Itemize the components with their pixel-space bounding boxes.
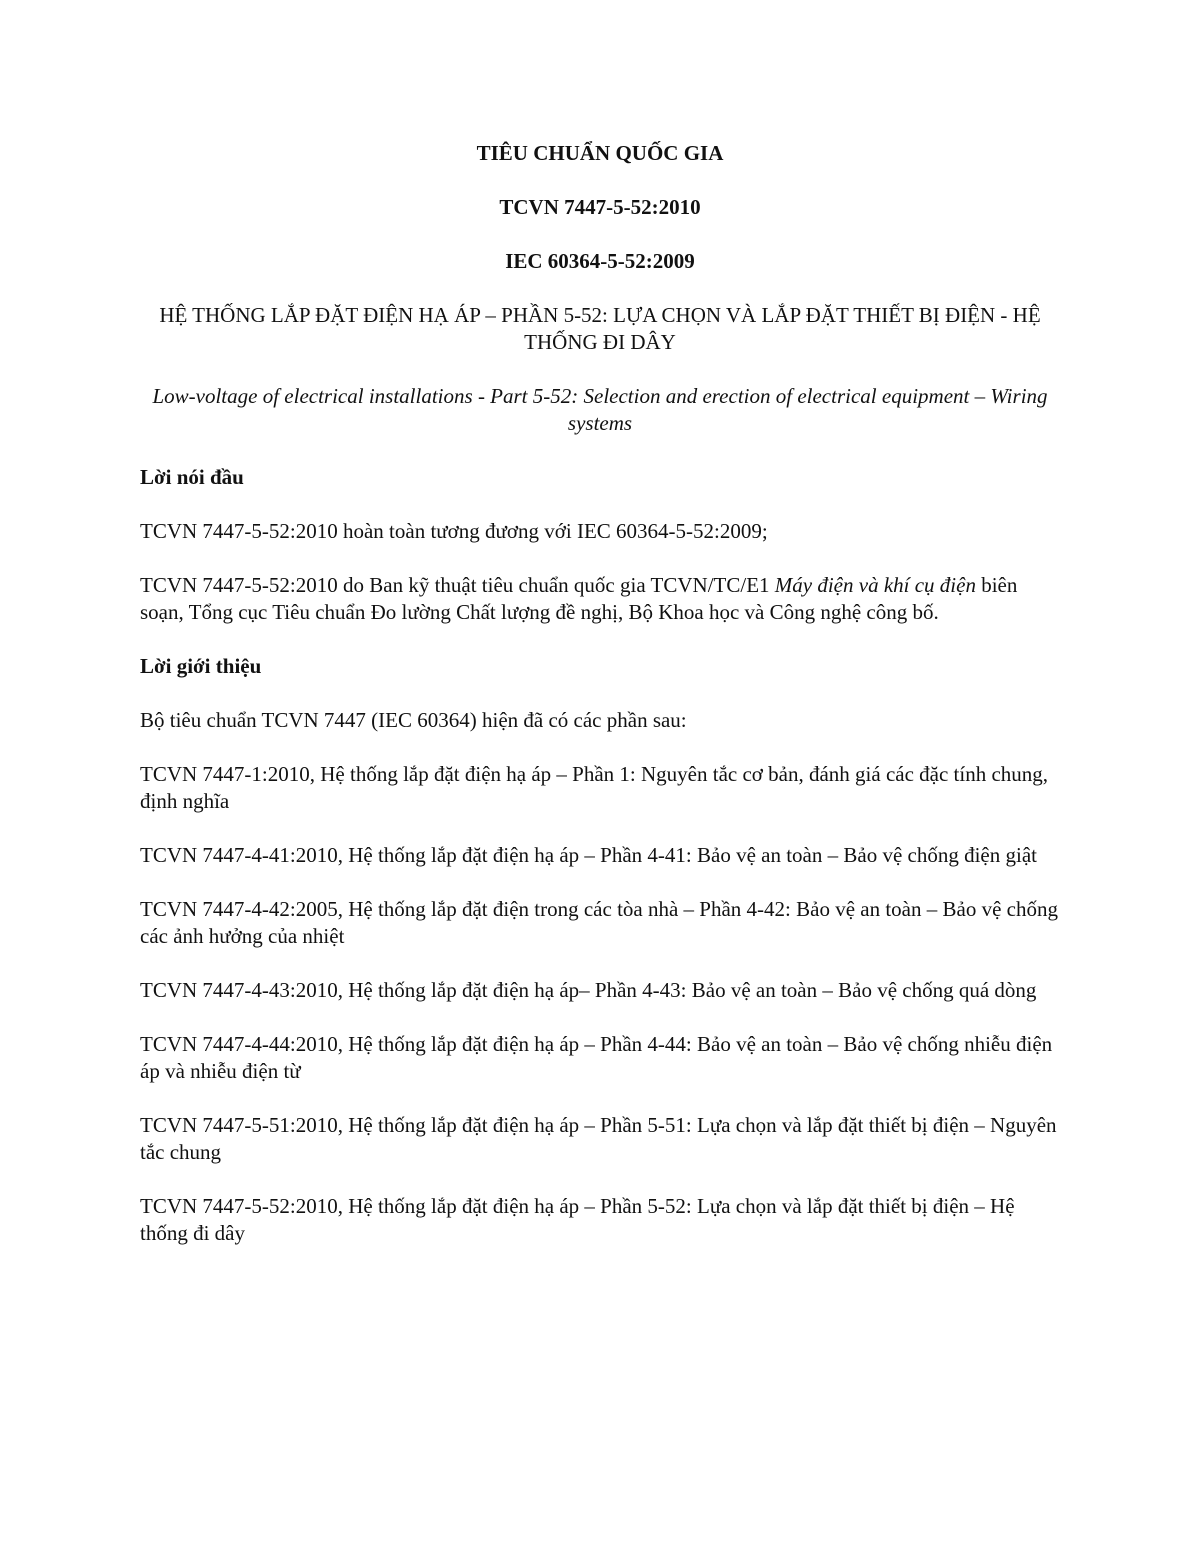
standard-part-item: TCVN 7447-5-52:2010, Hệ thống lắp đặt điện hạ áp – Phần 5-52: Lựa chọn và lắp đặt thiết bị điện – Hệ thống đi dây bbox=[140, 1194, 1015, 1245]
title-english: Low-voltage of electrical installations - Part 5-52: Selection and erection of electrical equipment – Wiring systems bbox=[152, 384, 1048, 435]
national-standard-label: TIÊU CHUẨN QUỐC GIA bbox=[476, 141, 724, 165]
title-vietnamese: HỆ THỐNG LẮP ĐẶT ĐIỆN HẠ ÁP – PHẦN 5-52: LỰA CHỌN VÀ LẮP ĐẶT THIẾT BỊ ĐIỆN - HỆ THỐNG ĐI DÂY bbox=[159, 303, 1041, 354]
introduction-paragraph: Bộ tiêu chuẩn TCVN 7447 (IEC 60364) hiện đã có các phần sau: bbox=[140, 708, 687, 732]
standard-part-item: TCVN 7447-4-42:2005, Hệ thống lắp đặt điện trong các tòa nhà – Phần 4-42: Bảo vệ an toàn – Bảo vệ chống các ảnh hưởng của nhiệt bbox=[140, 897, 1058, 948]
standard-part-item: TCVN 7447-5-51:2010, Hệ thống lắp đặt điện hạ áp – Phần 5-51: Lựa chọn và lắp đặt thiết bị điện – Nguyên tắc chung bbox=[140, 1113, 1057, 1164]
standard-part-item: TCVN 7447-4-43:2010, Hệ thống lắp đặt điện hạ áp– Phần 4-43: Bảo vệ an toàn – Bảo vệ chống quá dòng bbox=[140, 978, 1037, 1002]
tcvn-code: TCVN 7447-5-52:2010 bbox=[499, 195, 701, 219]
foreword-paragraph-1: TCVN 7447-5-52:2010 hoàn toàn tương đương với IEC 60364-5-52:2009; bbox=[140, 519, 768, 543]
foreword-p2-text-before: TCVN 7447-5-52:2010 do Ban kỹ thuật tiêu chuẩn quốc gia TCVN/TC/E1 bbox=[140, 573, 775, 597]
foreword-paragraph-2 bbox=[140, 572, 1060, 626]
foreword-p2-text-after: biên soạn, Tổng cục Tiêu chuẩn Đo lường Chất lượng đề nghị, Bộ Khoa học và Công nghệ công bố. bbox=[140, 573, 1018, 624]
committee-name-italic: Máy điện và khí cụ điện bbox=[774, 573, 976, 597]
foreword-heading: Lời nói đầu bbox=[140, 465, 244, 489]
standard-part-item: TCVN 7447-4-41:2010, Hệ thống lắp đặt điện hạ áp – Phần 4-41: Bảo vệ an toàn – Bảo vệ chống điện giật bbox=[140, 843, 1037, 867]
standard-part-item: TCVN 7447-1:2010, Hệ thống lắp đặt điện hạ áp – Phần 1: Nguyên tắc cơ bản, đánh giá các đặc tính chung, định nghĩa bbox=[140, 762, 1049, 813]
iec-code: IEC 60364-5-52:2009 bbox=[505, 249, 695, 273]
standard-part-item: TCVN 7447-4-44:2010, Hệ thống lắp đặt điện hạ áp – Phần 4-44: Bảo vệ an toàn – Bảo vệ chống nhiễu điện áp và nhiễu điện từ bbox=[140, 1032, 1053, 1083]
introduction-heading: Lời giới thiệu bbox=[140, 654, 262, 678]
document-page bbox=[140, 140, 1060, 1274]
